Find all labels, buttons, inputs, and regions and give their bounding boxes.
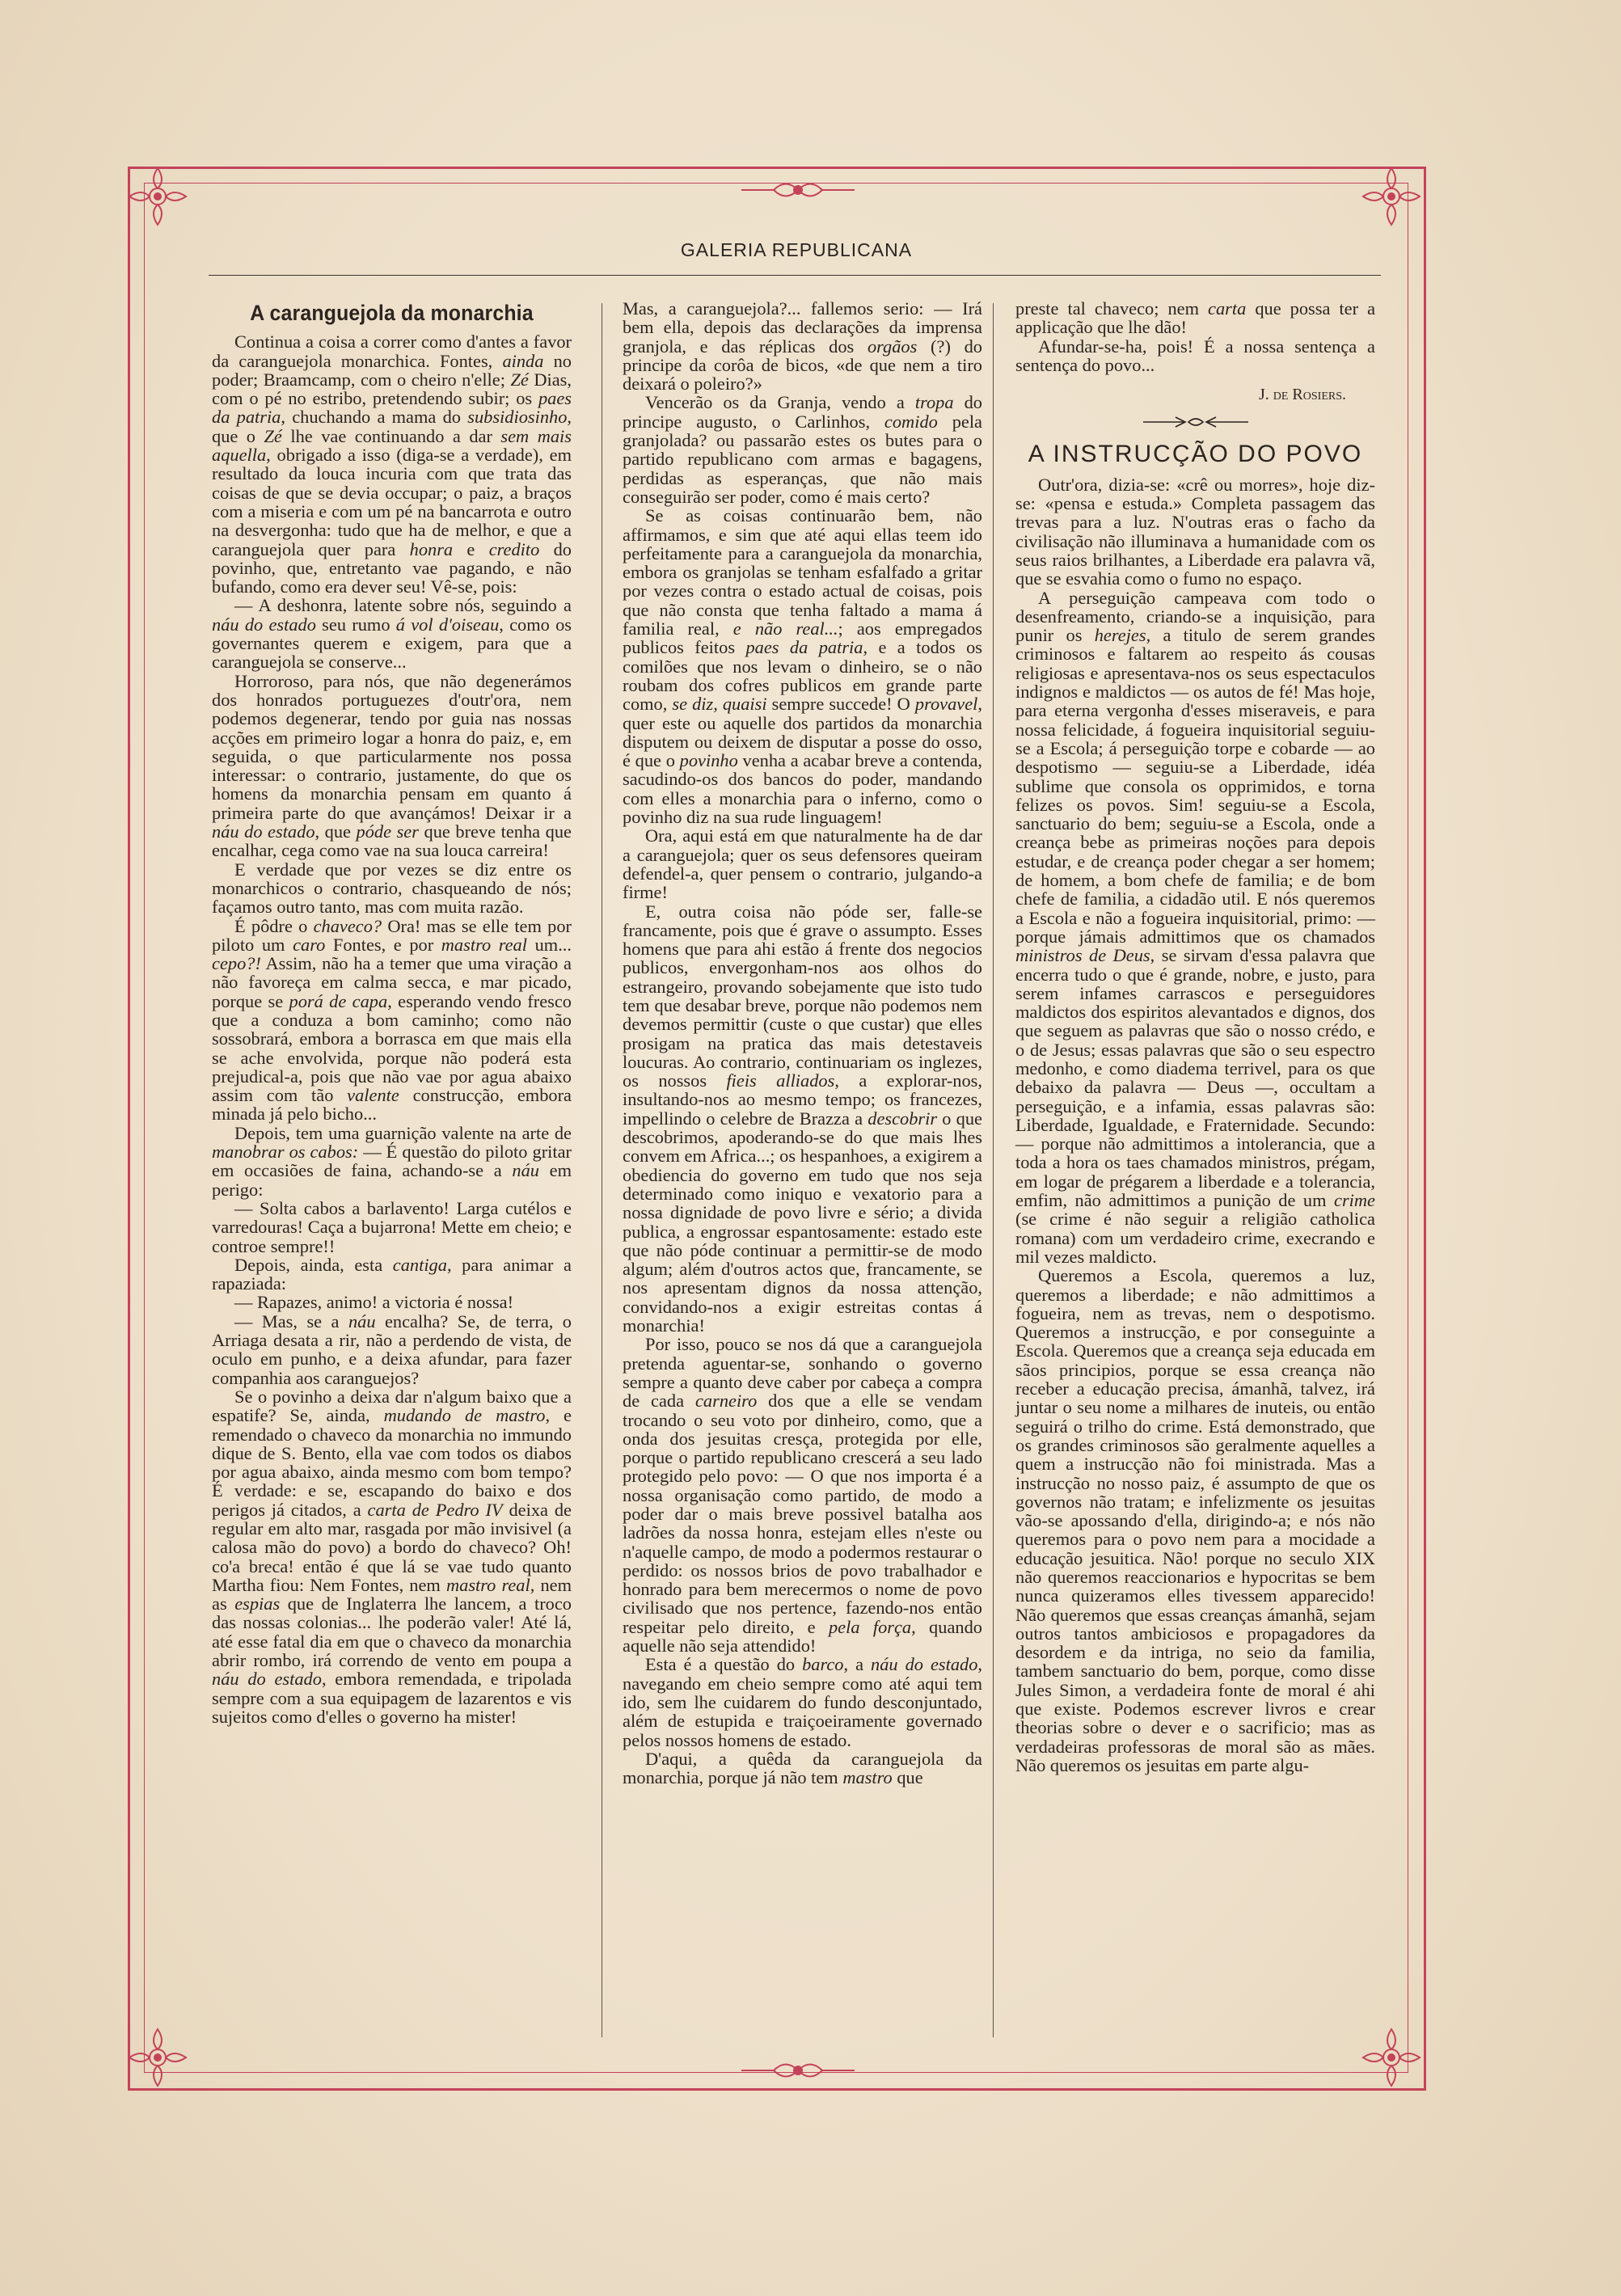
column-2	[623, 299, 982, 1787]
column-1	[212, 299, 572, 1726]
paragraph: A perseguição campeava com todo o desenfreamento, criando-se a inquisição, para punir os herejes, a titulo de serem grandes criminosos e faltarem ao respeito ás cousas religiosas e apresentava-nos os seus espectaculos indignos e maldictos — os autos de fé! Mas hoje, para eterna vergonha d'esses miseraveis, e para nossa felicidade, á fogueira inquisitorial seguiu-se a Escola; á perseguição torpe e cobarde — ao despotismo — seguiu-se a Liberdade, idéa sublime que consola os opprimidos, e torna felizes os povos. Sim! seguiu-se a Escola, sanctuario do bem; seguiu-se a Escola, onde a creança bebe as primeiras noções para depois estudar, e de creança poder chegar a ser homem; de homem, a bom chefe de familia; e de bom chefe de familia, a cidadão util. E nós queremos a Escola e não a fogueira inquisitorial, primo: — porque jámais admittimos que os chamados ministros de Deus, se sirvam d'essa palavra que encerra tudo o que é grande, nobre, e justo, para serem infames carrascos e perseguidores maldictos dos espiritos alevantados e dignos, dos que seguem as palavras que são o nosso crédo, e o de Jesus; essas palavras que são o seu espectro medonho, e como diadema terrivel, para os que debaixo da palavra — Deus —, occultam a perseguição, e a infamia, essas palavras são: Liberdade, Igualdade, e Fraternidade. Secundo: — porque não admittimos a intolerancia, que a toda a hora os taes chamados ministros, prégam, em logar de prégarem a liberdade e a tolerancia, emfim, não admittimos a punição de um crime (se crime é não seguir a religião catholica romana) com um verdadeiro crime, execrando e mil vezes maldicto.	[1015, 587, 1375, 1267]
paragraph: Mas, a caranguejola?... fallemos serio: — Irá bem ella, depois das declarações da imprensa granjola, e das réplicas dos orgãos (?) do principe da corôa de bicos, «de que nem a tiro deixará o poleiro?»	[623, 298, 982, 395]
running-head: GALERIA REPUBLICANA	[680, 239, 913, 260]
article-title-caranguejola: A caranguejola da monarchia	[250, 301, 534, 325]
column-3-body	[1015, 475, 1375, 1775]
corner-ornament-bottom-left	[121, 2021, 194, 2094]
paragraph: Queremos a Escola, queremos a luz, queremos a liberdade; e não admittimos a fogueira, nem as trevas, nem o despotismo. Queremos a instrucção, e por conseguinte a Escola. Queremos que a creança seja educada em sãos principios, porque se essa creança não receber a educação precisa, ámanhã, talvez, irá juntar o seu nome a milhares de inuteis, ou então seguirá o trilho do crime. Está demonstrado, que os grandes criminosos são geralmente aquelles a quem a instrucção não foi ministrada. Mas a instrucção no nosso paiz, é assumpto de que os governos não tratam; e infelizmente os jesuitas vão-se apossando d'ella, dirigindo-a; e nós não queremos para o povo nem para a mocidade a educação jesuitica. Não! porque no seculo XIX não queremos reaccionarios e hypocritas se bem nunca quizeramos elles tivessem apparecido! Não queremos que essas creanças ámanhã, sejam outros tantos ambiciosos e propagadores da desordem e da intriga, no seio da familia, tambem sanctuario do bem, porque, como disse Jules Simon, a verdadeira fonte de moral é ahi que existe. Podemos escrever livros e crear theorias sobre o dever e o sacrificio; mas as verdadeiras professoras de moral são as mães. Não queremos os jesuitas em parte algu-	[1015, 1265, 1375, 1775]
paragraph: Vencerão os da Granja, vendo a tropa do principe augusto, o Carlinhos, comido pela granjolada? ou passarão estes os butes para o partido republicano com armas e bagagens, perdidas as esperanças, que não mais conseguirão ser poder, como é mais certo?	[623, 392, 982, 507]
paragraph: — A deshonra, latente sobre nós, seguindo a náu do estado seu rumo á vol d'oiseau, como os governantes querem e exigem, para que a caranguejola se conserve...	[212, 595, 572, 673]
paragraph: Depois, ainda, esta cantiga, para animar a rapaziada:	[212, 1254, 572, 1294]
paragraph: Horroroso, para nós, que não degenerámos dos honrados portuguezes d'outr'ora, nem podemos degenerar, tendo por guia nas nossas acções em primeiro logar a honra do paiz, e, em seguida, o que particularmente nos possa interessar: o contrario, justamente, do que os homens da monarchia pensam em quanto á primeira parte do que avançámos! Deixar ir a náu do estado, que póde ser que breve tenha que encalhar, cega como vae na sua louca carreira!	[212, 670, 572, 861]
paragraph: preste tal chaveco; nem carta que possa ter a applicação que lhe dão!	[1015, 298, 1376, 338]
bottom-center-ornament	[741, 2057, 855, 2084]
paragraph: — Solta cabos a barlavento! Larga cutélos e varredouras! Caça a bujarrona! Mette em cheio; e controe sempre!!	[212, 1197, 572, 1256]
corner-ornament-top-right	[1355, 160, 1428, 233]
paragraph: Por isso, pouco se nos dá que a caranguejola pretenda aguentar-se, sonhando o governo sempre a quanto deve caber por cabeça a compra de cada carneiro dos que a elle se vendam trocando o seu voto por dinheiro, como, que a onda dos jesuitas cresça, protegida por elle, porque o partido republicano crescerá a seu lado protegido pelo povo: — O que nos importa é a nossa organisação como partido, de modo a poder dar o mais breve possivel batalha aos ladrões da nossa honra, estejam elles n'este ou n'aquelle campo, de modo a podermos restaurar o perdido: os nossos brios de povo trabalhador e honrado para bem merecermos o nome de povo civilisado que nos pertence, fazendo-nos então respeitar pelo direito, e pela força, quando aquelle não seja attendido!	[623, 1334, 982, 1657]
article-title-instruccao: A INSTRUCÇÃO DO POVO	[1028, 441, 1363, 468]
header-rule	[209, 275, 1381, 276]
column-3-continuation	[1015, 299, 1375, 374]
paragraph: Depois, tem uma guarnição valente na arte de manobrar os cabos: — É questão do piloto gritar em occasiões de faina, achando-se a náu em perigo:	[212, 1122, 572, 1200]
corner-ornament-top-left	[121, 160, 194, 233]
paragraph: Se as coisas continuarão bem, não affirmamos, e sim que até aqui ellas teem ido perfeitamente para a caranguejola da monarchia, embora os granjolas se tenham esfalfado a gritar por vezes contra o estado actual de coisas, pois que não consta que tenha faltado a mama á familia real, e não real...; aos empregados publicos feitos paes da patria, e a todos os comilões que nos levam o dinheiro, se o não roubam dos cofres publicos em grande parte como, se diz, quaisi sempre succede! O provavel, quer este ou aquelle dos partidos da monarchia disputem ou deixem de disputar a posse do osso, é que o povinho venha a acabar breve a contenda, sacudindo-os dos bancos do poder, mandando com elles a monarchia para o inferno, como o povinho diz na sua rude linguagem!	[623, 505, 983, 828]
paragraph: — Rapazes, animo! a victoria é nossa!	[234, 1292, 514, 1313]
section-divider-ornament	[1015, 412, 1375, 433]
paragraph: — Mas, se a náu encalha? Se, de terra, o Arriaga desata a rir, não a perdendo de vista, de oculo em punho, e a deixa afundar, para fazer companhia aos caranguejos?	[212, 1310, 572, 1388]
paragraph: E verdade que por vezes se diz entre os monarchicos o contrario, chasqueando de nós; façamos outro tanto, mas com muita razão.	[212, 859, 572, 918]
paragraph: Ora, aqui está em que naturalmente ha de dar a caranguejola; quer os seus defensores queiram defendel-a, quer pensem o contrario, julgando-a firme!	[623, 825, 982, 903]
paragraph: Outr'ora, dizia-se: «crê ou morres», hoje diz-se: «pensa e estuda.» Completa passagem das trevas para a luz. N'outras eras o facho da civilisação não illuminava a humanidade com os seus raios brilhantes, a Liberdade era palavra vã, que se esvahia como o fumo no espaço.	[1015, 474, 1375, 589]
column-rule-2	[993, 303, 994, 2037]
paragraph: Continua a coisa a correr como d'antes a favor da caranguejola monarchica. Fontes, ainda no poder; Braamcamp, com o cheiro n'elle; Zé Dias, com o pé no estribo, pretendendo subir; os paes da patria, chuchando a mama do subsidiosinho, que o Zé lhe vae continuando a dar sem mais aquella, obrigado a isso (diga-se a verdade), em resultado da louca incuria com que trata das coisas de que se devia occupar; o paiz, a braços com a miseria e com um pé na bancarrota e outro na desvergonha: tudo que ha de melhor, e que a caranguejola quer para honra e credito do povinho, que, entretanto vae pagando, e não bufando, como era dever seu! Vê-se, pois:	[212, 331, 572, 597]
corner-ornament-bottom-right	[1355, 2021, 1428, 2094]
paragraph: Esta é a questão do barco, a náu do estado, navegando em cheio sempre como até aqui tem ido, sem lhe cuidarem do fundo desconjuntado, além de estupida e traiçoeiramente governado pelos nossos homens de estado.	[623, 1654, 983, 1750]
signature: J. de Rosiers.	[1258, 386, 1346, 404]
paragraph: É pôdre o chaveco? Ora! mas se elle tem por piloto um caro Fontes, e por mastro real um... cepo?! Assim, não ha a temer que uma viração a não favoreça em calma secca, e mar picado, porque se porá de capa, esperando vendo fresco que a conduza a bom caminho; como não sossobrará, embora a borrasca em que mais ella se ache envolvida, porque não poderá esta prejudical-a, pois que não vae por agua abaixo assim com tão valente construcção, embora minada já pelo bicho...	[212, 915, 572, 1125]
paragraph: E, outra coisa não póde ser, falle-se francamente, pois que é grave o assumpto. Esses homens que para ahi estão á frente dos negocios publicos, envergonham-nos aos olhos do estrangeiro, provando sobejamente que isto tudo tem que desabar breve, porque não podemos nem devemos permittir (custe o que custar) que elles prosigam na pratica das mais detestaveis loucuras. Ao contrario, continuariam os inglezes, os nossos fieis alliados, a explorar-nos, insultando-nos ao mesmo tempo; os francezes, impellindo o celebre de Brazza a descobrir o que descobrimos, apoderando-se do que mais lhes convem em Africa...; os hespanhoes, a exigirem a obediencia do governo em tudo que nos seja determinado como iniquo e vexatorio para a nossa dignidade de povo livre e sério; a divida publica, a engrossar espantosamente: estado este que não póde continuar a permittir-se de modo algum; além d'outros actos que, francamente, se nos apresentam dignos da nossa attenção, convidando-nos a exigir estreitas contas á monarchia!	[623, 901, 982, 1336]
column-2-body	[623, 299, 982, 1787]
paragraph: Afundar-se-ha, pois! É a nossa sentença a sentença do povo...	[1015, 336, 1375, 375]
paragraph: D'aqui, a quêda da caranguejola da monarchia, porque já não tem mastro que	[623, 1748, 982, 1788]
column-1-body	[212, 332, 572, 1726]
column-3	[1015, 299, 1375, 1775]
top-center-ornament	[741, 176, 855, 204]
paragraph: Se o povinho a deixa dar n'algum baixo que a espatife? Se, ainda, mudando de mastro, e remendado o chaveco da monarchia no immundo dique de S. Bento, ella vae com todos os diabos por agua abaixo, ainda mesmo com bom tempo? É verdade: e se, escapando do baixo e dos perigos já citados, a carta de Pedro IV deixa de regular em alto mar, rasgada por mão invisivel (a calosa mão do povo) a bordo do chaveco? Oh! co'a breca! então é que lá se vae tudo quanto Martha fiou: Nem Fontes, nem mastro real, nem as espias que de Inglaterra lhe lancem, a troco das nossas colonias... lhe poderão valer! Até lá, até esse fatal dia em que o chaveco da monarchia abrir rombo, irá correndo de vento em poupa a náu do estado, embora remendada, e tripolada sempre com a sua equipagem de lazarentos e vis sujeitos como d'elles o governo ha mister!	[212, 1386, 572, 1727]
